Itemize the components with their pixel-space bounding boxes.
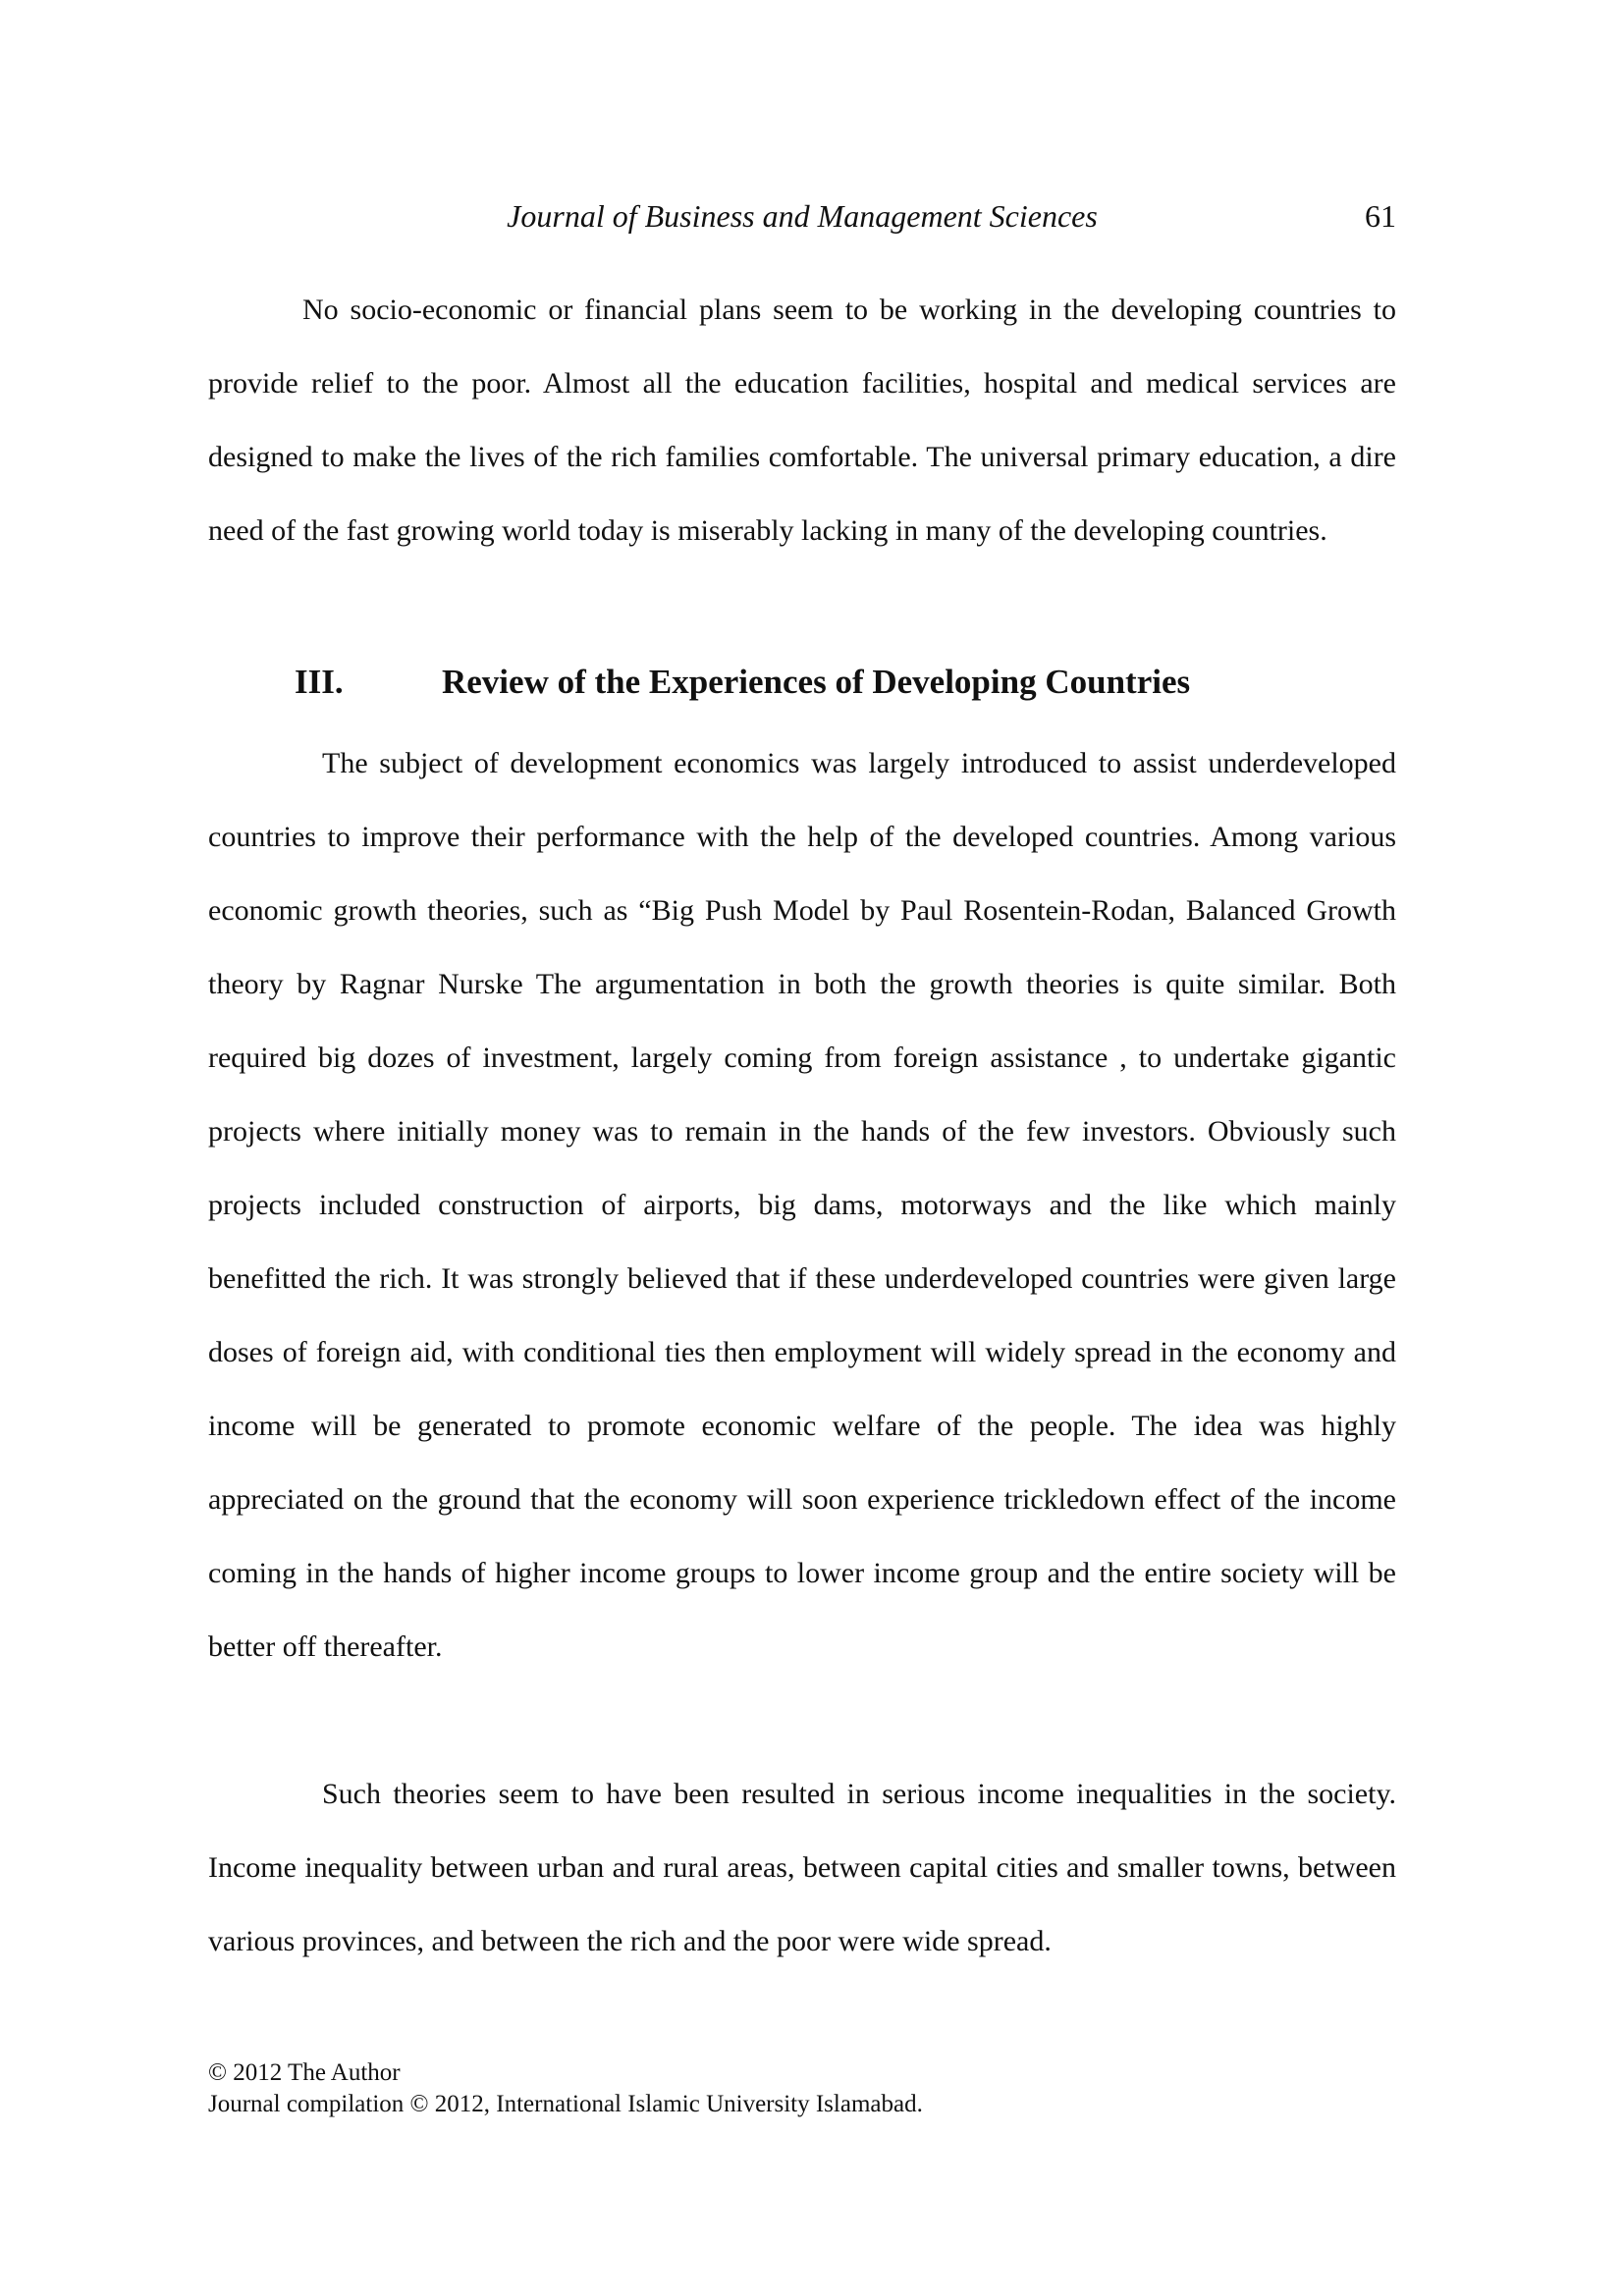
paragraph-2: The subject of development economics was largely introduced to assist underdeveloped countries to improve their performance with the help of the developed countries. Among various economic growth theories, such as “Big Push Model by Paul Rosentein-Rodan, Balanced Growth theory by Ragnar Nurske The argumentation in both the growth theories is quite similar. Both required big dozes of investment, largely coming from foreign assistance , to undertake gigantic projects where initially money was to remain in the hands of the few investors. Obviously such projects included construction of airports, big dams, motorways and the like which mainly benefitted the rich. It was strongly believed that if these underdeveloped countries were given large doses of foreign aid, with conditional ties then employment will widely spread in the economy and income will be generated to promote economic welfare of the people. The idea was highly appreciated on the ground that the economy will soon experience trickledown effect of the income coming in the hands of higher income groups to lower income group and the entire society will be better off thereafter. (208, 747, 1396, 1663)
section-number: III. (295, 663, 344, 701)
page-footer (208, 2057, 923, 2120)
footer-copyright: © 2012 The Author (208, 2059, 401, 2086)
section-title: Review of the Experiences of Developing Countries (442, 663, 1191, 701)
journal-title: Journal of Business and Management Sciences (507, 198, 1098, 234)
paragraph-3: Such theories seem to have been resulted in serious income inequalities in the society. Income inequality between urban and rural areas, between capital cities and smaller towns, between various provinces, and between the rich and the poor were wide spread. (208, 1778, 1396, 1957)
paragraph-1: No socio-economic or financial plans seem to be working in the developing countries to provide relief to the poor. Almost all the education facilities, hospital and medical services are designed to make the lives of the rich families comfortable. The universal primary education, a dire need of the fast growing world today is miserably lacking in many of the developing countries. (208, 294, 1396, 547)
footer-compilation: Journal compilation © 2012, International Islamic University Islamabad. (208, 2091, 923, 2117)
running-header (208, 192, 1396, 240)
section-heading (295, 648, 1190, 717)
page-number: 61 (1365, 198, 1396, 234)
